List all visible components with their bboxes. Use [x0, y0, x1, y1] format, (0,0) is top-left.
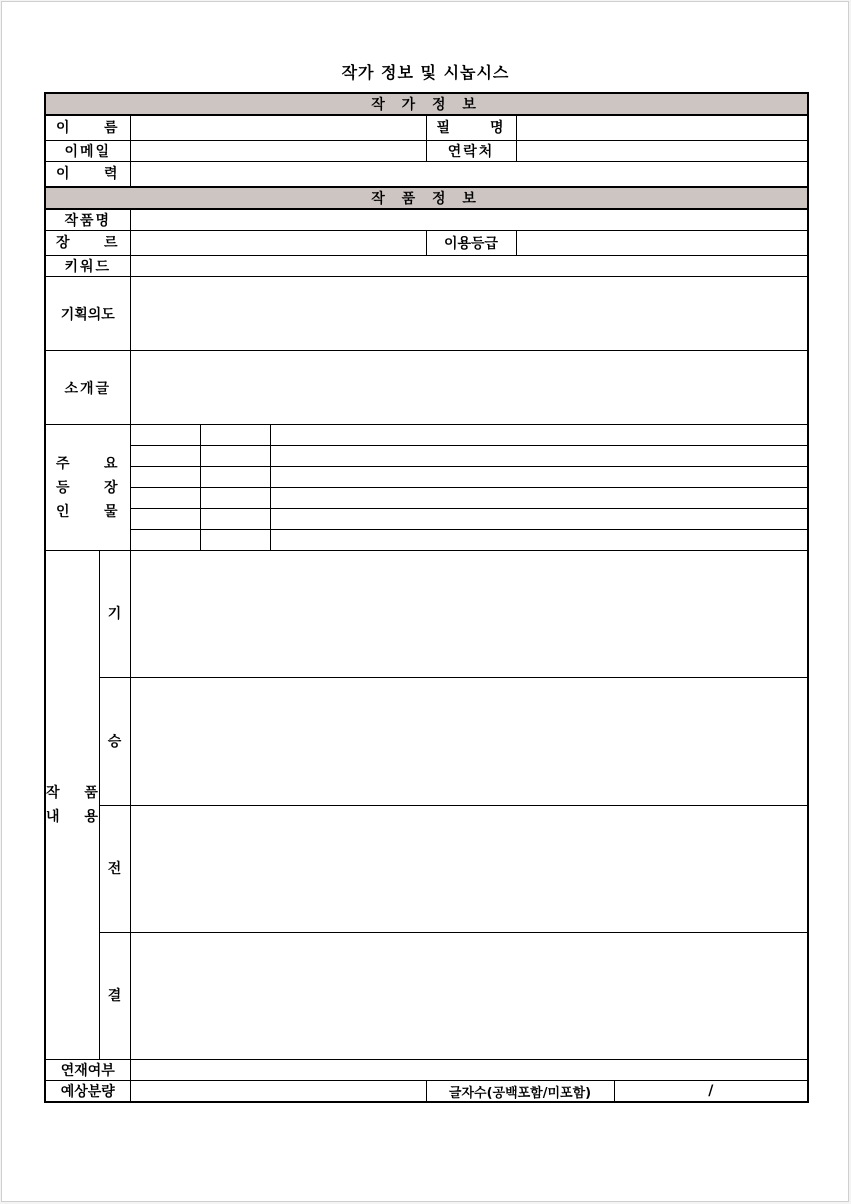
label-plot-seung: 승 [99, 678, 130, 806]
pen-name-field[interactable] [516, 115, 808, 141]
label-genre: 장 르 [45, 231, 130, 256]
character-desc-cell[interactable] [270, 425, 808, 446]
label-intro: 소개글 [45, 351, 130, 425]
work-title-field[interactable] [130, 209, 808, 231]
character-role-cell[interactable] [200, 446, 270, 467]
char-count-field[interactable]: / [614, 1081, 808, 1103]
label-keyword: 키워드 [45, 256, 130, 277]
character-role-cell[interactable] [200, 509, 270, 530]
label-rating: 이용등급 [426, 231, 516, 256]
label-career: 이 력 [45, 162, 130, 188]
label-plot-gyeol: 결 [99, 933, 130, 1060]
character-desc-cell[interactable] [270, 446, 808, 467]
label-expected-length: 예상분량 [45, 1081, 130, 1103]
character-name-cell[interactable] [130, 467, 200, 488]
email-field[interactable] [130, 141, 426, 162]
character-desc-cell[interactable] [270, 488, 808, 509]
label-plot-gi: 기 [99, 551, 130, 678]
plot-gyeol-field[interactable] [130, 933, 808, 1060]
character-role-cell[interactable] [200, 530, 270, 551]
label-email: 이메일 [45, 141, 130, 162]
intro-field[interactable] [130, 351, 808, 425]
section-work-info: 작 품 정 보 [45, 187, 808, 209]
character-desc-cell[interactable] [270, 530, 808, 551]
section-author-info: 작 가 정 보 [45, 93, 808, 115]
plot-jeon-field[interactable] [130, 806, 808, 933]
career-field[interactable] [130, 162, 808, 188]
synopsis-form [44, 92, 809, 1103]
document-title: 작가 정보 및 시놉시스 [341, 63, 510, 82]
character-name-cell[interactable] [130, 425, 200, 446]
plot-seung-field[interactable] [130, 678, 808, 806]
label-contact: 연락처 [426, 141, 516, 162]
label-intent: 기획의도 [45, 277, 130, 351]
label-main-characters: 주 요 등 장 인 물 [45, 425, 130, 551]
keyword-field[interactable] [130, 256, 808, 277]
label-pen-name: 필 명 [426, 115, 516, 141]
character-desc-cell[interactable] [270, 467, 808, 488]
serialized-field[interactable] [130, 1060, 808, 1081]
character-desc-cell[interactable] [270, 509, 808, 530]
label-work-content: 작 품 내 용 [45, 551, 99, 1060]
character-name-cell[interactable] [130, 488, 200, 509]
contact-field[interactable] [516, 141, 808, 162]
expected-length-field[interactable] [130, 1081, 426, 1103]
character-role-cell[interactable] [200, 488, 270, 509]
name-field[interactable] [130, 115, 426, 141]
label-serialized: 연재여부 [45, 1060, 130, 1081]
character-name-cell[interactable] [130, 530, 200, 551]
intent-field[interactable] [130, 277, 808, 351]
label-work-title: 작품명 [45, 209, 130, 231]
plot-gi-field[interactable] [130, 551, 808, 678]
character-role-cell[interactable] [200, 467, 270, 488]
label-name: 이 름 [45, 115, 130, 141]
character-name-cell[interactable] [130, 446, 200, 467]
label-char-count: 글자수(공백포함/미포함) [426, 1081, 614, 1103]
label-plot-jeon: 전 [99, 806, 130, 933]
character-role-cell[interactable] [200, 425, 270, 446]
rating-field[interactable] [516, 231, 808, 256]
character-name-cell[interactable] [130, 509, 200, 530]
genre-field[interactable] [130, 231, 426, 256]
